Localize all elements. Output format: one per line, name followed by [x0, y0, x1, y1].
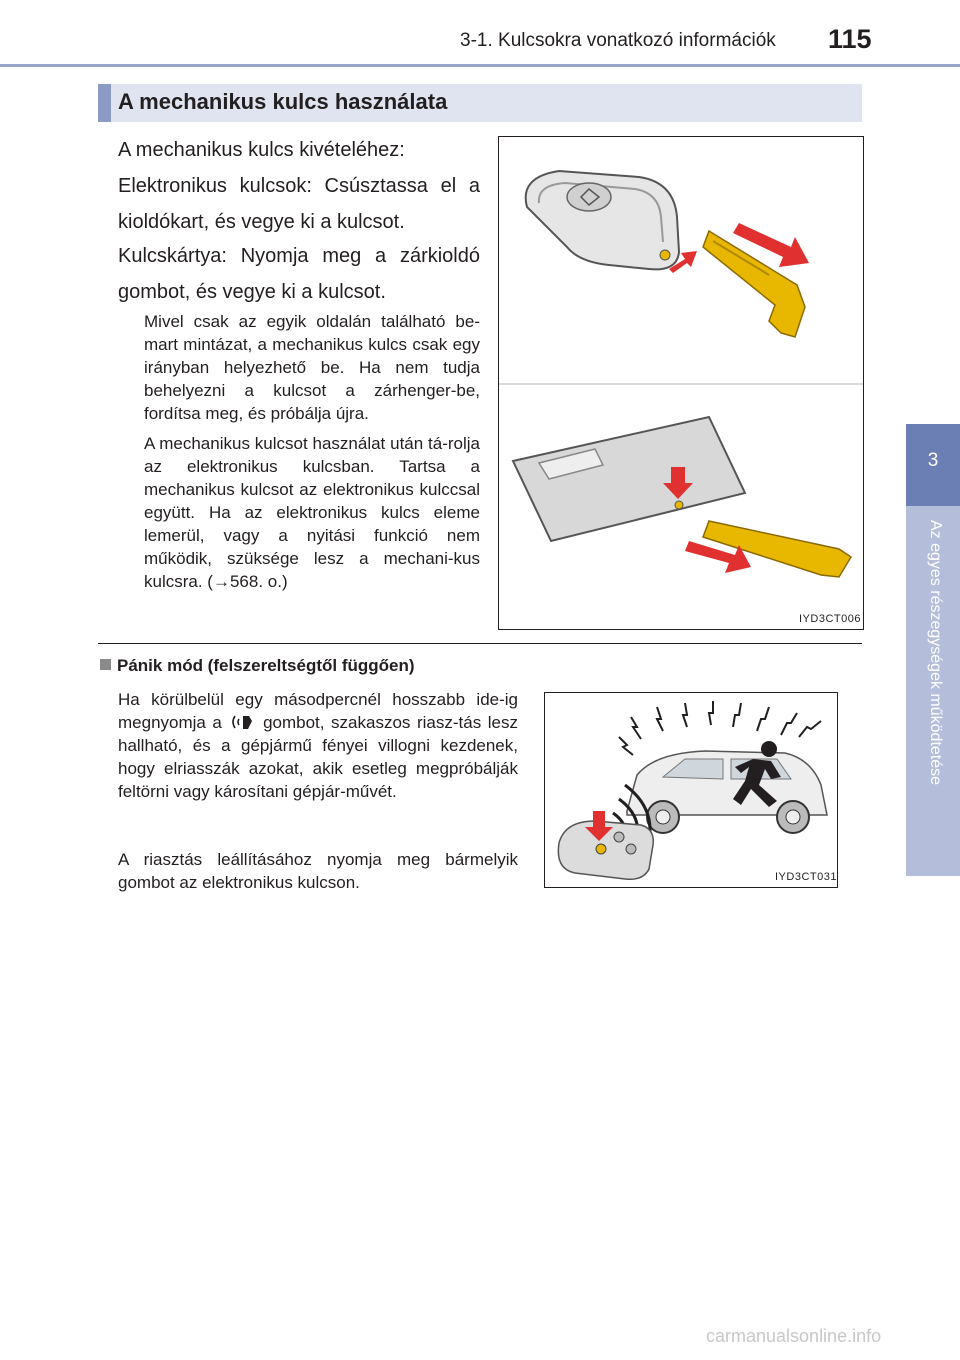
key-removal-figure: [498, 136, 864, 630]
panic-button-icon: [230, 713, 254, 731]
figure-code: IYD3CT006: [799, 613, 861, 625]
intro-text: A mechanikus kulcs kivételéhez:: [118, 139, 405, 161]
page-number: 115: [828, 24, 872, 54]
chapter-tab-number: 3: [927, 450, 939, 471]
panic-text-before-icon: Ha körülbelül egy másodpercnél hosszabb ide-ig megnyomja a: [118, 690, 518, 732]
panic-mode-illustration: [545, 693, 837, 887]
panic-mode-description: [118, 688, 518, 803]
section-header-bar: [98, 84, 111, 122]
section-rule: [98, 643, 862, 644]
panic-text-after-icon: gombot, szakaszos riasz-tás lesz hallható, és a gépjármű fényei villogni kezdenek, hogy elriasszák azokat, akik esetleg megpróbálják feltörni vagy károsítani gépjár-művét.: [118, 713, 519, 801]
electronic-key-step: Elektronikus kulcsok: Csúsztassa el a kioldókart, és vegye ki a kulcsot.: [118, 175, 480, 233]
section-header: [98, 84, 862, 122]
chapter-header-title: 3-1. Kulcsokra vonatkozó információk: [460, 30, 776, 51]
note-store-key: A mechanikus kulcsot használat után tá-rolja az elektronikus kulcsban. Tartsa a mechanikus kulcsot az elektronikus kulccsal együtt. Ha az elektronikus kulcs eleme lemerül, vagy a nyitási funkció nem működik, szüksége lesz a mechani-kus kulcsra. (→568. o.): [144, 434, 480, 591]
panic-stop-text: A riasztás leállításához nyomja meg bármelyik gombot az elektronikus kulcson.: [118, 850, 518, 892]
panic-mode-heading: [100, 656, 415, 676]
bullet-icon: [100, 659, 111, 670]
figure-divider: [499, 383, 863, 385]
card-mechanical-key-icon: [703, 521, 851, 577]
chapter-tab: [906, 424, 960, 506]
chapter-side-strip: [906, 506, 960, 876]
lightning-bolt-icon: [619, 701, 821, 755]
note-insert-direction: Mivel csak az egyik oldalán található be-mart mintázat, a mechanikus kulcs csak egy irányban helyezhető be. Ha nem tudja behelyezni a kulcsot a zárhenger-be, fordítsa meg, és próbálja újra.: [144, 312, 480, 423]
electronic-key-fob-icon: [526, 171, 679, 269]
chapter-side-title: Az egyes részegységek működtetése: [927, 520, 944, 786]
panic-mode-figure: [544, 692, 838, 888]
section-title: A mechanikus kulcs használata: [118, 89, 448, 114]
figure-code: IYD3CT031: [775, 871, 837, 883]
car-icon: [627, 751, 827, 833]
watermark: carmanualsonline.info: [706, 1326, 882, 1346]
panic-mode-heading-text: Pánik mód (felszereltségtől függően): [117, 656, 415, 675]
header-rule: [0, 64, 960, 67]
card-key-step: Kulcskártya: Nyomja meg a zárkioldó gombot, és vegye ki a kulcsot.: [118, 245, 480, 303]
